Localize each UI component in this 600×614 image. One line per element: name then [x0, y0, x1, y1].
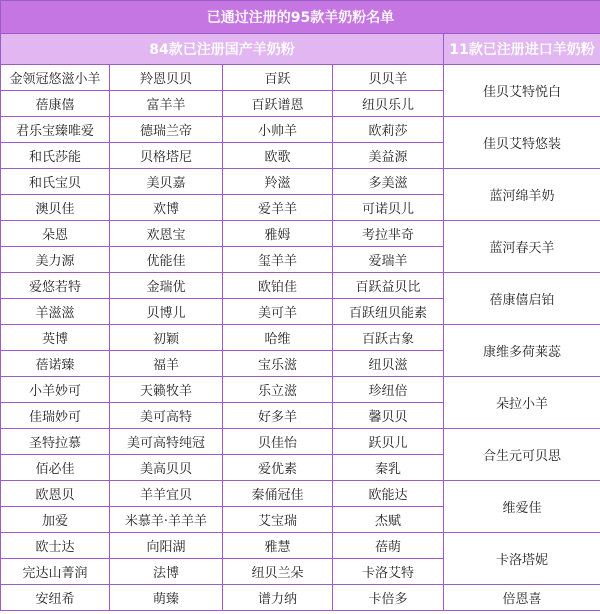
domestic-brand-cell: 百跃古象 — [333, 325, 444, 351]
domestic-brand-cell: 欧恩贝 — [1, 481, 110, 507]
domestic-brand-cell: 欧能达 — [333, 481, 444, 507]
table-row — [1, 169, 600, 195]
domestic-brand-cell: 爱优素 — [223, 455, 333, 481]
domestic-brand-cell: 蓓康僖 — [1, 91, 110, 117]
import-brand-cell: 维爱佳 — [444, 481, 600, 533]
table-row — [1, 65, 600, 91]
domestic-brand-cell: 谱力纳 — [223, 585, 333, 611]
domestic-brand-cell: 美可高特 — [110, 403, 223, 429]
domestic-brand-cell: 安纽希 — [1, 585, 110, 611]
domestic-brand-cell: 欢恩宝 — [110, 221, 223, 247]
domestic-brand-cell: 美益源 — [333, 143, 444, 169]
domestic-brand-cell: 贝格塔尼 — [110, 143, 223, 169]
import-brand-cell: 朵拉小羊 — [444, 377, 600, 429]
domestic-brand-cell: 贝佳怡 — [223, 429, 333, 455]
domestic-brand-cell: 乐立滋 — [223, 377, 333, 403]
domestic-brand-cell: 纽贝兰朵 — [223, 559, 333, 585]
domestic-brand-cell: 考拉芈奇 — [333, 221, 444, 247]
domestic-brand-cell: 艾宝瑞 — [223, 507, 333, 533]
import-brand-cell: 蓝河绵羊奶 — [444, 169, 600, 221]
domestic-brand-cell: 和氏宝贝 — [1, 169, 110, 195]
table-row — [1, 273, 600, 299]
table-row — [1, 585, 600, 611]
domestic-brand-cell: 多美滋 — [333, 169, 444, 195]
domestic-brand-cell: 金领冠悠滋小羊 — [1, 65, 110, 91]
import-brand-cell: 蓝河春天羊 — [444, 221, 600, 273]
domestic-brand-cell: 哈维 — [223, 325, 333, 351]
domestic-brand-cell: 富羊羊 — [110, 91, 223, 117]
import-header: 11款已注册进口羊奶粉 — [444, 34, 600, 65]
table-row — [1, 481, 600, 507]
domestic-brand-cell: 金瑞优 — [110, 273, 223, 299]
import-brand-cell: 康维多荷莱蕊 — [444, 325, 600, 377]
domestic-brand-cell: 欢博 — [110, 195, 223, 221]
domestic-brand-cell: 加爱 — [1, 507, 110, 533]
domestic-brand-cell: 德瑞兰帝 — [110, 117, 223, 143]
domestic-brand-cell: 美力源 — [1, 247, 110, 273]
domestic-brand-cell: 馨贝贝 — [333, 403, 444, 429]
import-brand-cell: 卡洛塔妮 — [444, 533, 600, 585]
domestic-brand-cell: 百跃益贝比 — [333, 273, 444, 299]
domestic-brand-cell: 贝博儿 — [110, 299, 223, 325]
domestic-brand-cell: 美贝嘉 — [110, 169, 223, 195]
domestic-brand-cell: 跃贝儿 — [333, 429, 444, 455]
domestic-brand-cell: 贝贝羊 — [333, 65, 444, 91]
domestic-brand-cell: 百跃 — [223, 65, 333, 91]
import-brand-cell: 蓓康僖启铂 — [444, 273, 600, 325]
domestic-brand-cell: 米慕羊·羊羊羊 — [110, 507, 223, 533]
domestic-brand-cell: 向阳湖 — [110, 533, 223, 559]
domestic-brand-cell: 可诺贝儿 — [333, 195, 444, 221]
domestic-brand-cell: 羊羊宜贝 — [110, 481, 223, 507]
domestic-brand-cell: 雅慧 — [223, 533, 333, 559]
domestic-brand-cell: 英博 — [1, 325, 110, 351]
domestic-brand-cell: 雅姆 — [223, 221, 333, 247]
domestic-brand-cell: 蓓萌 — [333, 533, 444, 559]
domestic-brand-cell: 优能佳 — [110, 247, 223, 273]
domestic-brand-cell: 欧莉莎 — [333, 117, 444, 143]
domestic-brand-cell: 萌臻 — [110, 585, 223, 611]
domestic-brand-cell: 完达山菁润 — [1, 559, 110, 585]
domestic-brand-cell: 羚恩贝贝 — [110, 65, 223, 91]
table-row — [1, 533, 600, 559]
domestic-brand-cell: 秦俑冠佳 — [223, 481, 333, 507]
domestic-brand-cell: 小羊妙可 — [1, 377, 110, 403]
domestic-brand-cell: 爱瑞羊 — [333, 247, 444, 273]
domestic-brand-cell: 美可羊 — [223, 299, 333, 325]
domestic-brand-cell: 百跃纽贝能素 — [333, 299, 444, 325]
domestic-brand-cell: 天籁牧羊 — [110, 377, 223, 403]
domestic-brand-cell: 羚滋 — [223, 169, 333, 195]
domestic-brand-cell: 和氏莎能 — [1, 143, 110, 169]
domestic-brand-cell: 蓓诺臻 — [1, 351, 110, 377]
domestic-brand-cell: 宝乐滋 — [223, 351, 333, 377]
domestic-brand-cell: 杰赋 — [333, 507, 444, 533]
domestic-brand-cell: 澳贝佳 — [1, 195, 110, 221]
domestic-brand-cell: 福羊 — [110, 351, 223, 377]
import-brand-cell: 佳贝艾特悦白 — [444, 65, 600, 117]
import-brand-cell: 合生元可贝思 — [444, 429, 600, 481]
domestic-brand-cell: 佳瑞妙可 — [1, 403, 110, 429]
table-row — [1, 117, 600, 143]
domestic-brand-cell: 百跃谱恩 — [223, 91, 333, 117]
table-row — [1, 429, 600, 455]
domestic-brand-cell: 小帅羊 — [223, 117, 333, 143]
domestic-brand-cell: 爱悠若特 — [1, 273, 110, 299]
domestic-brand-cell: 欧士达 — [1, 533, 110, 559]
domestic-brand-cell: 美高贝贝 — [110, 455, 223, 481]
domestic-brand-cell: 佰必佳 — [1, 455, 110, 481]
table-row — [1, 221, 600, 247]
domestic-brand-cell: 圣特拉慕 — [1, 429, 110, 455]
domestic-brand-cell: 玺羊羊 — [223, 247, 333, 273]
import-brand-cell: 佳贝艾特悠装 — [444, 117, 600, 169]
domestic-brand-cell: 纽贝乐儿 — [333, 91, 444, 117]
domestic-brand-cell: 美可高特纯冠 — [110, 429, 223, 455]
domestic-brand-cell: 君乐宝臻唯爱 — [1, 117, 110, 143]
domestic-brand-cell: 羊滋滋 — [1, 299, 110, 325]
domestic-brand-cell: 初颖 — [110, 325, 223, 351]
domestic-header: 84款已注册国产羊奶粉 — [1, 34, 444, 65]
table-title: 已通过注册的95款羊奶粉名单 — [1, 1, 600, 34]
domestic-brand-cell: 纽贝滋 — [333, 351, 444, 377]
table-row — [1, 325, 600, 351]
domestic-brand-cell: 秦乳 — [333, 455, 444, 481]
domestic-brand-cell: 好多羊 — [223, 403, 333, 429]
import-brand-cell: 倍恩喜 — [444, 585, 600, 611]
domestic-brand-cell: 朵恩 — [1, 221, 110, 247]
domestic-brand-cell: 欧歌 — [223, 143, 333, 169]
domestic-brand-cell: 卡洛艾特 — [333, 559, 444, 585]
table-row — [1, 377, 600, 403]
domestic-brand-cell: 欧铂佳 — [223, 273, 333, 299]
domestic-brand-cell: 卡倍多 — [333, 585, 444, 611]
domestic-brand-cell: 法博 — [110, 559, 223, 585]
domestic-brand-cell: 爱羊羊 — [223, 195, 333, 221]
domestic-brand-cell: 珍纽倍 — [333, 377, 444, 403]
